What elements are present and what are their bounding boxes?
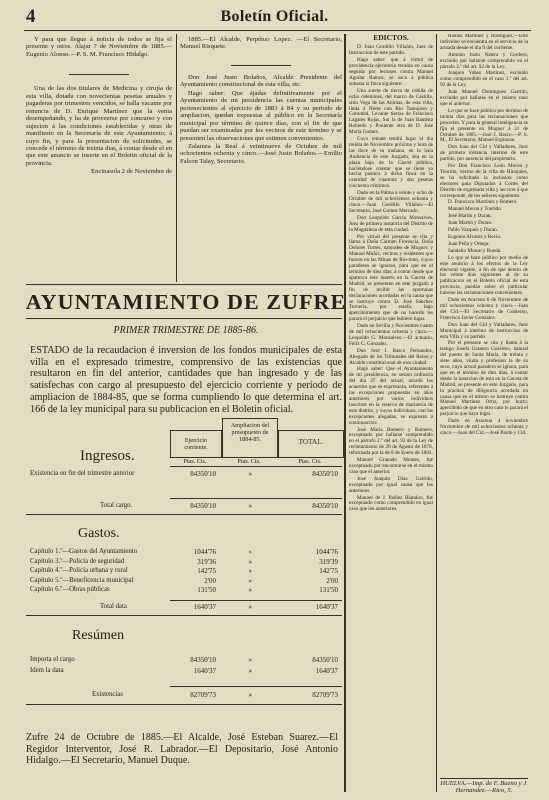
right-column-paragraph: Dado en Aracena 6 de Noviembre de mil ochocientos ochenta y cinco.—Juan del Cid.—El Secretario de Gobierno, Francisco Javier Gonzalez.	[440, 297, 528, 321]
existencia-value: 84350'10	[190, 470, 216, 478]
unit-header: Ptas. Cts.	[183, 458, 207, 465]
right-column-paragraph: Eugenio Alvarez y Recio.	[448, 234, 502, 240]
resumen-row-value: 84350'10	[312, 656, 338, 664]
edicto-paragraph: Una suerte de tierra de cabida de ocho celemines, del marco de Castilla, sitio Vega de las Animas, de esta villa, linda á Norte con Rio Tamujoso y Corumbá, Levante tierras de Francisco Lagares Rojas, Sur la de Juan Bautista Robledo y Poniente otra de D. José María Gomez.	[349, 87, 433, 136]
right-column-paragraph: Juan Martin y Duran.	[448, 220, 493, 227]
ingresos-heading: Ingresos.	[80, 448, 135, 464]
table-header-cell: Ampliacion del presupuesto de 1884-85.	[222, 418, 278, 458]
edictos-column-placed	[349, 34, 433, 792]
total-cargo-value: 84350'10	[312, 502, 338, 510]
left-column-notices	[26, 36, 172, 282]
table-header-cell: Ejercicio corriente.	[170, 430, 222, 458]
column-divider	[344, 34, 345, 792]
middle-left-column-notices	[180, 36, 342, 282]
edicto-paragraph: Dado en la Palma á veinte y ocho de Octubre de mil ochocientos ochenta y cinco.—Juan Gordillo Villalon.—El Secretario, José Gomez Mercado.	[349, 190, 433, 214]
gastos-row-value: 319'36	[197, 557, 216, 566]
edicto-paragraph: José Joaquin Diaz Garrido, exceptuado por igual causa que los anteriores.	[349, 475, 433, 494]
gastos-row-value: 319'39	[319, 557, 338, 566]
gastos-row-value: 131'50	[319, 586, 338, 594]
total-cargo-value: »	[248, 502, 252, 510]
edicto-paragraph: Don José J. Rasco Fernandez, Abogado de los Tribunales del Reino y Alcalde constitucional de esta ciudad.	[349, 347, 433, 366]
notice-paragraph: Zalamea la Real á veintinueve de Octubre de mil ochocientos ochenta y cinco.—José Justo Bolaños.—Emilio Falcon Talay, Secretario.	[180, 142, 342, 165]
existencias-value: 82709'73	[190, 691, 216, 699]
right-paragraphs	[440, 34, 528, 437]
edicto-paragraph: Manuel Granado Montes, fué exceptuado por encontrarse en el mismo caso que el anterior.	[349, 457, 433, 475]
total-data-value: »	[248, 603, 252, 611]
gastos-row-value: 1044'76	[193, 548, 216, 556]
gastos-row-value: »	[248, 586, 252, 594]
gastos-row-value: 142'75	[319, 567, 338, 575]
gastos-row-value: »	[248, 576, 252, 585]
right-column-paragraph: Lo que se hace público por término de treinta días para las reclamaciones que procedan. Y para la general inteligencia se fija el presente en Moguer á 31 de Octubre de 1885.—José J. Rasco.—P. S. M., El Secretario, Manuel Espinosa.	[440, 107, 528, 144]
right-column-paragraph: Joaquin Yañez Martinez, excluido como comprendido en el caso 1.º del art. 92 de la Ley.	[440, 70, 528, 89]
right-column-paragraph: Manuel Moron y Tourido.	[448, 206, 503, 213]
existencias-value: 82709'73	[312, 691, 338, 699]
column-divider	[436, 34, 437, 792]
unit-header: Ptas. Cts.	[298, 458, 322, 465]
right-column-paragraph: Sandalio Moron y Rueda.	[448, 247, 502, 254]
edictos-heading: EDICTOS.	[373, 34, 409, 42]
gastos-row-label: Capítulo 6.º—Obras públicas	[30, 586, 110, 593]
right-column-paragraph: Ramos Martínez y Rodriguez.—Este individuo se encuentra en el servicio de la armada desde el dia 9 del corriente.	[440, 34, 528, 51]
edicto-paragraph: José María Romero y Romero, exceptuado por hallarse comprendido en el párrafo 2.º del art. 92 de la Ley de reclutamiento de 28 de Agosto de 1878, reformada por la de 8 de Enero de 1882.	[349, 426, 433, 457]
edicto-paragraph: Cuyo remate tendrá lugar el dia treinta de Noviembre próximo y hora de las doce de su mañana, en la Sala Audiencia de este Juzgado, sita en la plaza baja de la Cárcel pública, haciéndose constar que se tiene ya hecha postura á dicha finca en la cantidad de cuarenta y dos pesetas cincuenta céntimos.	[349, 136, 433, 190]
notice-paragraph: Y para que llegue á noticia de todos se fija el presente y otros. Alajar 7 de Noviembre de 1885.—Eugenio Alonso.—P. S. M. Francisco Hidalgo.	[26, 36, 172, 58]
gastos-row-value: 1044'76	[315, 548, 338, 556]
edicto-paragraph: D. Juan Gordillo Villalon, Juez de Instruccion de este partido.	[349, 44, 433, 57]
resumen-row-value: 84350'10	[190, 656, 216, 664]
notice-paragraph: Encinasola 2 de Noviembre de	[91, 168, 172, 176]
notice-paragraph: 1885.—El Alcalde, Perpétuo Lopez. —El Secretario, Manuel Risquete.	[180, 36, 342, 51]
municipality-banner: AYUNTAMIENTO DE ZUFRE	[25, 290, 347, 314]
right-column-paragraph: Pablo Vazquez y Duran.	[448, 227, 499, 234]
column-divider	[345, 34, 346, 792]
right-column-placed	[440, 34, 528, 776]
resumen-heading: Resúmen	[72, 628, 125, 643]
gastos-row-value: »	[248, 567, 252, 575]
gastos-row-value: 2'00	[204, 576, 216, 585]
table-header-cell: TOTAL.	[278, 430, 344, 458]
right-column-paragraph: Lo que se hace público por medio de este anuncio á los efectos de la Ley electoral vigente, á fin de que dentro de los veinte días siguientes al de su publicacion en el Boletin oficial de esta provincia, puedan sobre el particular hacerse las reclamaciones convenientes.	[440, 254, 528, 297]
notice-paragraph: Hago saber: Que ájadas definitivamente por el Ayuntamiento de mi presidencia las cuentas municipales pertenecientes al ejercicio de 1883 á 84 y su periodo de ampliacion, quedan expuestas al público en la Secretaría municipal por término de quince días, con el fin de que puedan ser examinadas por los vecinos de este término y se presenten las observaciones que estimen convenientes.	[180, 89, 342, 142]
edicto-paragraph: Hago saber: que á virtud de providencia ejecutoria recaida en causa seguida por lesiones contra Manuel Aguilar Ramos, se saca á pública subasta la finca siguiente:	[349, 57, 433, 87]
resumen-row-value: »	[248, 667, 252, 675]
existencia-label: Existencia en fin del trimestre anterior	[30, 470, 135, 477]
statement-signatures: Zufre 24 de Octubre de 1885.—El Alcalde, José Esteban Suarez.—El Regidor Interventor, José R. Labrador.—El Depositario, José Antonio Hidalgo.—El Secretario, Manuel Duque.	[26, 732, 338, 766]
existencias-label: Existencias	[92, 691, 123, 698]
printer-imprint: HUELVA.—Imp. de F. Bueno y J. Hernandez.—Rico, 5.	[440, 780, 528, 795]
existencia-value: »	[248, 470, 252, 478]
gastos-heading: Gastos.	[78, 526, 120, 541]
right-column-paragraph: Por Don Francisco León Moron y Tourido, vecino de la villa de Hinojales, se ha solicitado la inclusion como electores para Diputados á Córtes del Distrito de expresada villa y seccion á que corresponde, de los señores siguientes:	[440, 163, 528, 199]
total-data-value: 1640'37	[193, 603, 216, 611]
header-rule	[24, 30, 531, 31]
gastos-row-label: Capítulo 5.º—Beneficencia municipal	[30, 576, 134, 584]
gastos-row-label: Capítulo 4.º—Policía urbana y rural	[30, 567, 128, 574]
total-data-value: 1640'37	[315, 603, 338, 611]
gastos-row-label: Capítulo 1.º—Gastos del Ayuntamiento	[30, 548, 138, 555]
edicto-paragraph: Hago saber: Que el Ayuntamiento de mi presidencia, en sesion ordinaria del dia 27 del actual, acordó los acuerdos que se expresarán, referentes á las excepciones propuestas en años anteriores por varios individuos inscritos en la reserva de marinería de este distrito, y cuyos individuos, con las excepciones alegadas, se expresan á continuacion:	[349, 366, 433, 426]
statement-intro: ESTADO de la recaudacion é inversion de los fondos municipales de esta villa en el expresado trimestre, comprensivo de las existencias que resultaron en fin del anterior, cantidades que han ingresado y de las satisfechas con cargo al presupuesto del ejercicio corriente y período de ampliacion de 1884-85, que se forma cumpliendo lo que determina el art. 166 de la ley municipal para su publicacion en el Boletin oficial.	[30, 345, 342, 415]
edicto-paragraph: Manuel de J. Ibáñez Blandon, fué exceptuado como comprendido en igual caso que los anteriores.	[349, 494, 433, 513]
page-title: Boletín Oficial.	[220, 8, 329, 25]
notice-paragraph: Don José Justo Bolaños, Alcalde Presidente del Ayuntamiento constitucional de esta villa, etc.	[180, 73, 342, 89]
gastos-row-value: »	[248, 548, 252, 556]
resumen-row-value: »	[248, 656, 252, 664]
right-column-paragraph: Don Juan del Cid y Valladares, Juez de primera instancia interino de este partido, por ausencia del propietario.	[440, 144, 528, 163]
gastos-row-label: Capítulo 3.º—Policía de seguridad	[30, 557, 125, 565]
total-cargo-label: Total cargo.	[100, 502, 133, 509]
gastos-row-value: 142'75	[197, 567, 216, 575]
resumen-row-value: 1640'37	[193, 667, 216, 675]
gastos-row-value: »	[248, 557, 252, 566]
edicto-paragraph: Dado en Sevilla y Noviembre cuatro de mil ochocientos ochenta y cinco.—Leopoldo G. Monsalves.—El actuario, Félix C. Gonzalez.	[349, 323, 433, 347]
edictos-paragraphs	[349, 45, 433, 513]
resumen-row-label: Idem la data	[30, 667, 64, 674]
right-column-paragraph: Juan Peña y Ortega.	[448, 240, 490, 247]
right-column-paragraph: José Martin y Duran.	[448, 213, 492, 220]
trimester-subtitle: PRIMER TRIMESTRE DE 1885-86.	[113, 325, 259, 336]
gastos-row-value: 2'00	[326, 576, 338, 585]
right-column-paragraph: Antonio Justo Natera y Cordero, excluido por hallarse comprendido en el párrafo 2.º del art. 92 de la Ley.	[440, 51, 528, 70]
total-cargo-value: 84350'10	[190, 502, 216, 510]
unit-header: Ptas. Cts.	[237, 458, 261, 465]
right-column-paragraph: Dado en Aracena 4 noviembre Noviembre de mil ochocientos ochenta y cinco.—Juan del Cid.—José Pardo y Cid.	[440, 418, 528, 436]
existencia-value: 84350'10	[312, 470, 338, 478]
gastos-row-value: 131'50	[197, 586, 216, 594]
right-column-paragraph: D. Francisco Martínez y Romero.	[448, 199, 518, 206]
column-divider	[176, 34, 177, 282]
page-number: 4	[26, 6, 36, 27]
resumen-row-value: 1640'37	[315, 667, 338, 675]
notice-paragraph: Una de las dos titulares de Medicina y cirujía de esta villa, dotada con novecientas pesetas anuales y pagaderas por trimestres vencidos, se halla vacante por renuncia de D. Enrique Martínez que la venia desempeñando, y ha de proveerse por concurso y con sujecion á las condiciones establecidas y otras de manifiesto en la Secretaría de este Ayuntamiento; á cuyo fin, y para la presentacion de solicitudes, se concede el término de treinta dias, á contar desde el en que este anuncio se inserte en el Boletin oficial de la provincia.	[26, 85, 172, 167]
right-column-paragraph: Juan Manuel Domínguez Garrido, excluido por hallarse en el mismo caso que el anterior.	[440, 89, 528, 107]
existencias-value: »	[248, 691, 252, 699]
edicto-paragraph: Por virtud del presente se cita y llama á Doña Cármen Florencia, Doña Dolores Torres, naturales de Moguer, y Manuel Muñiz, vecinos y residentes que fueron en las Minas de Rio-tinto, cuyos paraderos se ignoran, para que en el término de diez días, á contar desde que aparezca este inserto en la Gaceta de Madrid, se presenten en este juzgado á fin de recibir las oportunas declaraciones acordadas en la causa que se instruye contra D. José Sánchez Tornería, por estafa; bajo apercibimiento que de no hacerlo les parará el perjuicio que hubiere lugar.	[349, 233, 433, 323]
edicto-paragraph: Don Leopoldo García Monsalves, Juez de primera instancia del Distrito de la Magdalena de esta ciudad.	[349, 214, 433, 233]
total-data-label: Total data	[100, 603, 127, 610]
right-column-paragraph: Por el presente se cita y llama á la testigo Josefa Granero Guerrero, natural del puerto de Santa María, de treinta y siete años, viuda y profesion la de su sexo, cuyo actual paradero se ignora, para que en el término de diez días, á contar desde la insercion de esta en la Gaceta de Madrid, se presente en este Juzgado, para la práctica de diligencia acordada en causa que en el mismo se instruye contra Manuel Martínez Ortiz, por hurto; apercibido de que en otro caso le parará el perjuicio que haya lugar.	[440, 340, 528, 418]
right-column-paragraph: Don Juan del Cid y Valladares, Juez Municipal á interino de instruccion de esta Villa y su partido.	[440, 321, 528, 340]
resumen-row-label: Importa el cargo	[30, 656, 75, 663]
